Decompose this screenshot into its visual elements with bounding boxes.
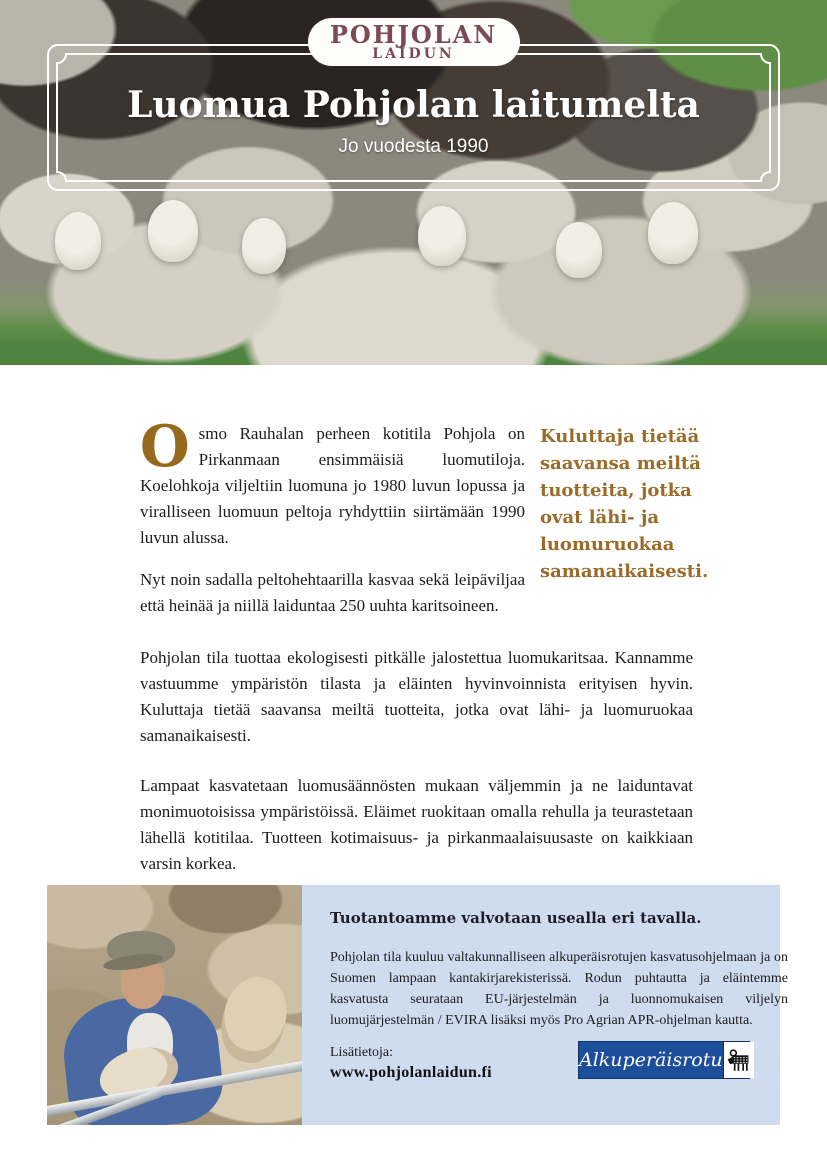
page-subtitle: Jo vuodesta 1990 <box>338 136 489 157</box>
logo-text-primary: POHJOLAN <box>329 19 498 49</box>
footer-heading: Tuotantoamme valvotaan usealla eri tavalla. <box>330 909 702 927</box>
logo-text-secondary: LAIDUN <box>372 45 455 62</box>
paragraph-4: Lampaat kasvatetaan luomusäännösten mukaan väljemmin ja ne laiduntavat monimuotoisissa ympäristöissä. Eläimet ruokitaan omalla rehulla ja teurastetaan lähellä kotitilaa. Tuotteen kotimaisuus- ja pirkanmaalaisuusaste on kaikkiaan varsin korkea. <box>140 776 693 873</box>
origin-badge <box>578 1041 750 1079</box>
paragraph-1 <box>140 413 525 551</box>
hero-photo <box>0 0 827 365</box>
sheep-head <box>242 218 286 274</box>
paragraph-3: Pohjolan tila tuottaa ekologisesti pitkälle jalostettua luomukaritsaa. Kannamme vastuumme ympäristön tilasta ja eläinten hyvinvoinnista erityisen hyvin. Kuluttaja tietää saavansa meiltä tuotteita, jotka ovat lähi- ja luomuruokaa samanaikaisesti. <box>140 648 693 745</box>
drop-cap: O <box>140 413 190 480</box>
website-link[interactable]: www.pohjolanlaidun.fi <box>330 1064 492 1081</box>
sheep-head <box>556 222 602 278</box>
sheep-head <box>418 206 466 266</box>
sheep-head <box>148 200 198 262</box>
logo-badge <box>308 18 520 66</box>
sheep-head-shape <box>214 971 295 1069</box>
pull-quote: Kuluttaja tietää saavansa meiltä tuotteita, jotka ovat lähi- ja luomuruokaa samanaikaisesti. <box>540 426 709 582</box>
paragraph-2: Nyt noin sadalla peltohehtaarilla kasvaa sekä leipäviljaa että heinää ja niillä laiduntaa 250 uuhta karitsoineen. <box>140 570 525 615</box>
page-title: Luomua Pohjolan laitumelta <box>127 84 700 126</box>
origin-badge-label: Alkuperäisrotu <box>579 1049 723 1071</box>
more-info-block <box>330 1043 492 1083</box>
footer-panel <box>47 885 788 1125</box>
sheep-icon <box>723 1042 754 1078</box>
footer-body: Pohjolan tila kuuluu valtakunnalliseen alkuperäisrotujen kasvatusohjelmaan ja on Suomen lampaan kantakirjarekisterissä. Rodun puhtautta ja eläintemme kasvatusta seurataan EU-järjestelmän ja luonnomukaisen viljelyn luomujärjestelmän / EVIRA lisäksi myös Pro Agrian APR-ohjelman kautta. <box>330 950 788 1028</box>
paragraph-1-text: smo Rauhalan perheen kotitila Pohjola on Pirkanmaan ensimmäisiä luomutiloja. Koelohkoja viljeltiin luomuna jo 1980 luvun lopussa ja viralliseen luomuun peltoja ryhdyttiin siirtämään 1990 luvun alussa. <box>140 424 525 547</box>
sheep-head <box>55 212 101 270</box>
farmer-photo <box>47 885 302 1125</box>
sheep-head <box>648 202 698 264</box>
footer-text-block <box>330 909 788 1031</box>
article <box>140 413 709 877</box>
more-info-label: Lisätietoja: <box>330 1045 393 1060</box>
